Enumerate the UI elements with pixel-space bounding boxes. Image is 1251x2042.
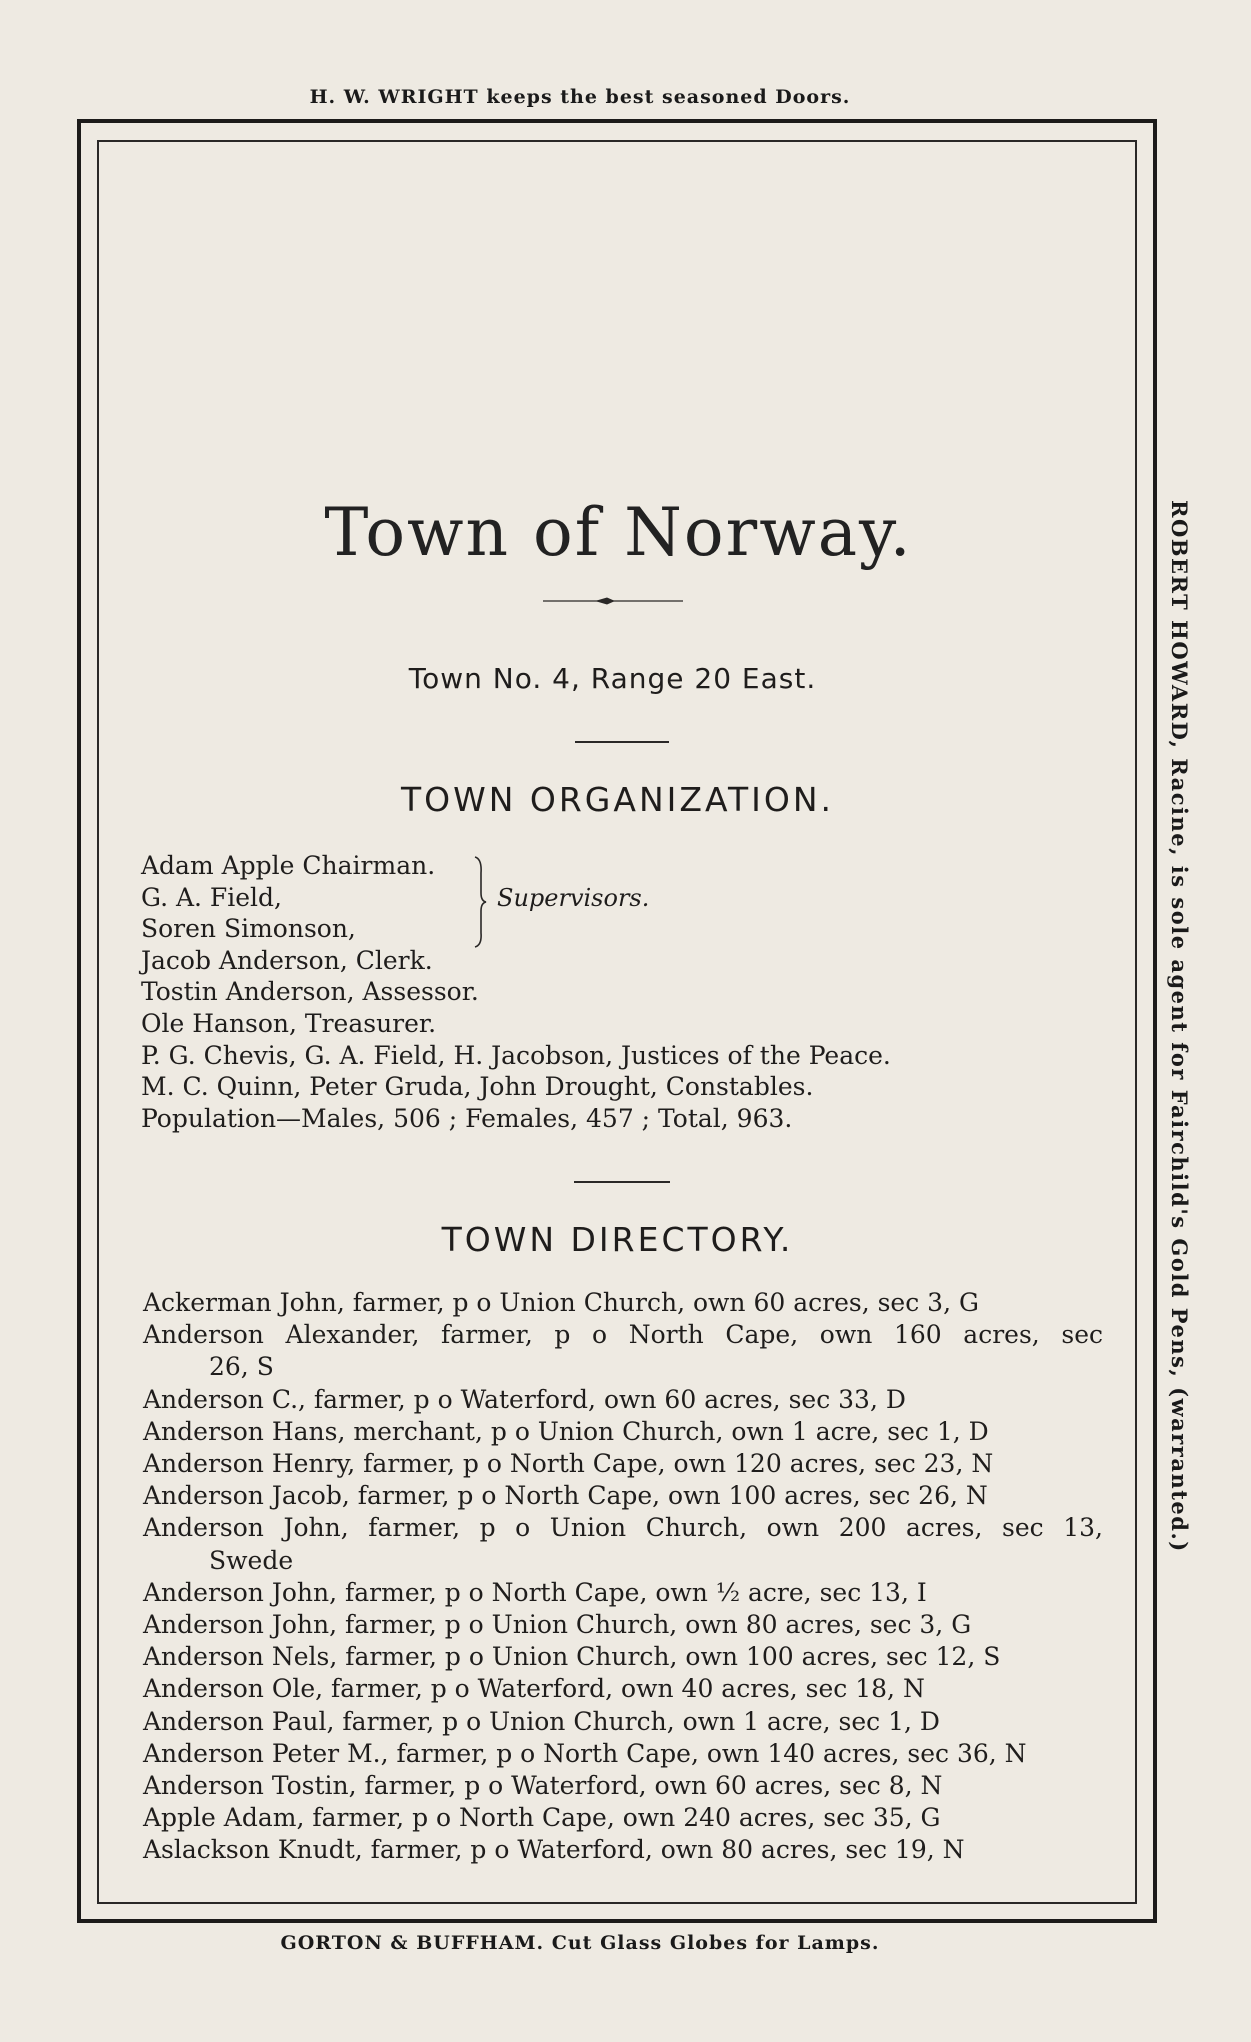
org-line: P. G. Chevis, G. A. Field, H. Jacobson, Justices of the Peace. bbox=[141, 1040, 891, 1070]
section-divider bbox=[575, 741, 669, 743]
supervisors-label: Supervisors. bbox=[497, 884, 650, 912]
directory-entry: Aslackson Knudt, farmer, p o Waterford, own 80 acres, sec 19, N bbox=[143, 1835, 965, 1865]
directory-entry: Anderson Hans, merchant, p o Union Church, own 1 acre, sec 1, D bbox=[143, 1416, 989, 1446]
section-divider bbox=[574, 1181, 670, 1183]
org-line: Jacob Anderson, Clerk. bbox=[141, 945, 433, 975]
org-line: Soren Simonson, bbox=[141, 914, 356, 944]
organization-heading: TOWN ORGANIZATION. bbox=[400, 780, 835, 819]
top-advertisement: H. W. WRIGHT keeps the best seasoned Doors. bbox=[309, 86, 851, 108]
side-advertisement: ROBERT HOWARD, Racine, is sole agent for Fairchild's Gold Pens, (warranted.) bbox=[1167, 500, 1192, 1553]
directory-entry: Anderson Alexander, farmer, p o North Cape, own 160 acres, sec bbox=[143, 1320, 1103, 1350]
directory-entry: Anderson John, farmer, p o Union Church, own 80 acres, sec 3, G bbox=[143, 1610, 972, 1640]
directory-entry: Anderson Peter M., farmer, p o North Cape, own 140 acres, sec 36, N bbox=[143, 1738, 1027, 1768]
directory-entry: Anderson C., farmer, p o Waterford, own 60 acres, sec 33, D bbox=[143, 1384, 906, 1414]
directory-entry: Anderson John, farmer, p o North Cape, own ½ acre, sec 13, I bbox=[143, 1577, 927, 1607]
directory-entry: Anderson Henry, farmer, p o North Cape, own 120 acres, sec 23, N bbox=[143, 1449, 994, 1479]
org-line: Adam Apple Chairman. bbox=[141, 851, 436, 880]
directory-entry: Anderson Jacob, farmer, p o North Cape, own 100 acres, sec 26, N bbox=[143, 1481, 988, 1511]
directory-list bbox=[143, 1287, 1103, 1867]
page-subtitle: Town No. 4, Range 20 East. bbox=[408, 662, 817, 695]
directory-entry: Apple Adam, farmer, p o North Cape, own 240 acres, sec 35, G bbox=[143, 1803, 941, 1833]
directory-entry-continuation: Swede bbox=[209, 1545, 294, 1575]
directory-entry: Anderson Tostin, farmer, p o Waterford, own 60 acres, sec 8, N bbox=[143, 1771, 943, 1801]
org-line: Tostin Anderson, Assessor. bbox=[141, 977, 479, 1007]
directory-entry: Anderson John, farmer, p o Union Church, own 200 acres, sec 13, bbox=[143, 1513, 1103, 1543]
org-line: G. A. Field, bbox=[141, 882, 283, 912]
directory-entry: Anderson Paul, farmer, p o Union Church, own 1 acre, sec 1, D bbox=[143, 1706, 940, 1736]
org-line: Ole Hanson, Treasurer. bbox=[141, 1008, 437, 1038]
page-title: Town of Norway. bbox=[324, 494, 913, 572]
org-line: M. C. Quinn, Peter Gruda, John Drought, Constables. bbox=[141, 1072, 814, 1102]
ornament-divider bbox=[543, 596, 683, 606]
directory-entry: Anderson Ole, farmer, p o Waterford, own 40 acres, sec 18, N bbox=[143, 1674, 925, 1704]
directory-entry-continuation: 26, S bbox=[209, 1352, 274, 1382]
directory-heading: TOWN DIRECTORY. bbox=[441, 1220, 794, 1259]
bottom-advertisement: GORTON & BUFFHAM. Cut Glass Globes for Lamps. bbox=[280, 1932, 880, 1954]
org-line: Population—Males, 506 ; Females, 457 ; Total, 963. bbox=[141, 1103, 793, 1133]
supervisors-brace bbox=[473, 855, 487, 949]
directory-entry: Anderson Nels, farmer, p o Union Church, own 100 acres, sec 12, S bbox=[143, 1642, 1001, 1672]
directory-entry: Ackerman John, farmer, p o Union Church, own 60 acres, sec 3, G bbox=[143, 1288, 979, 1317]
